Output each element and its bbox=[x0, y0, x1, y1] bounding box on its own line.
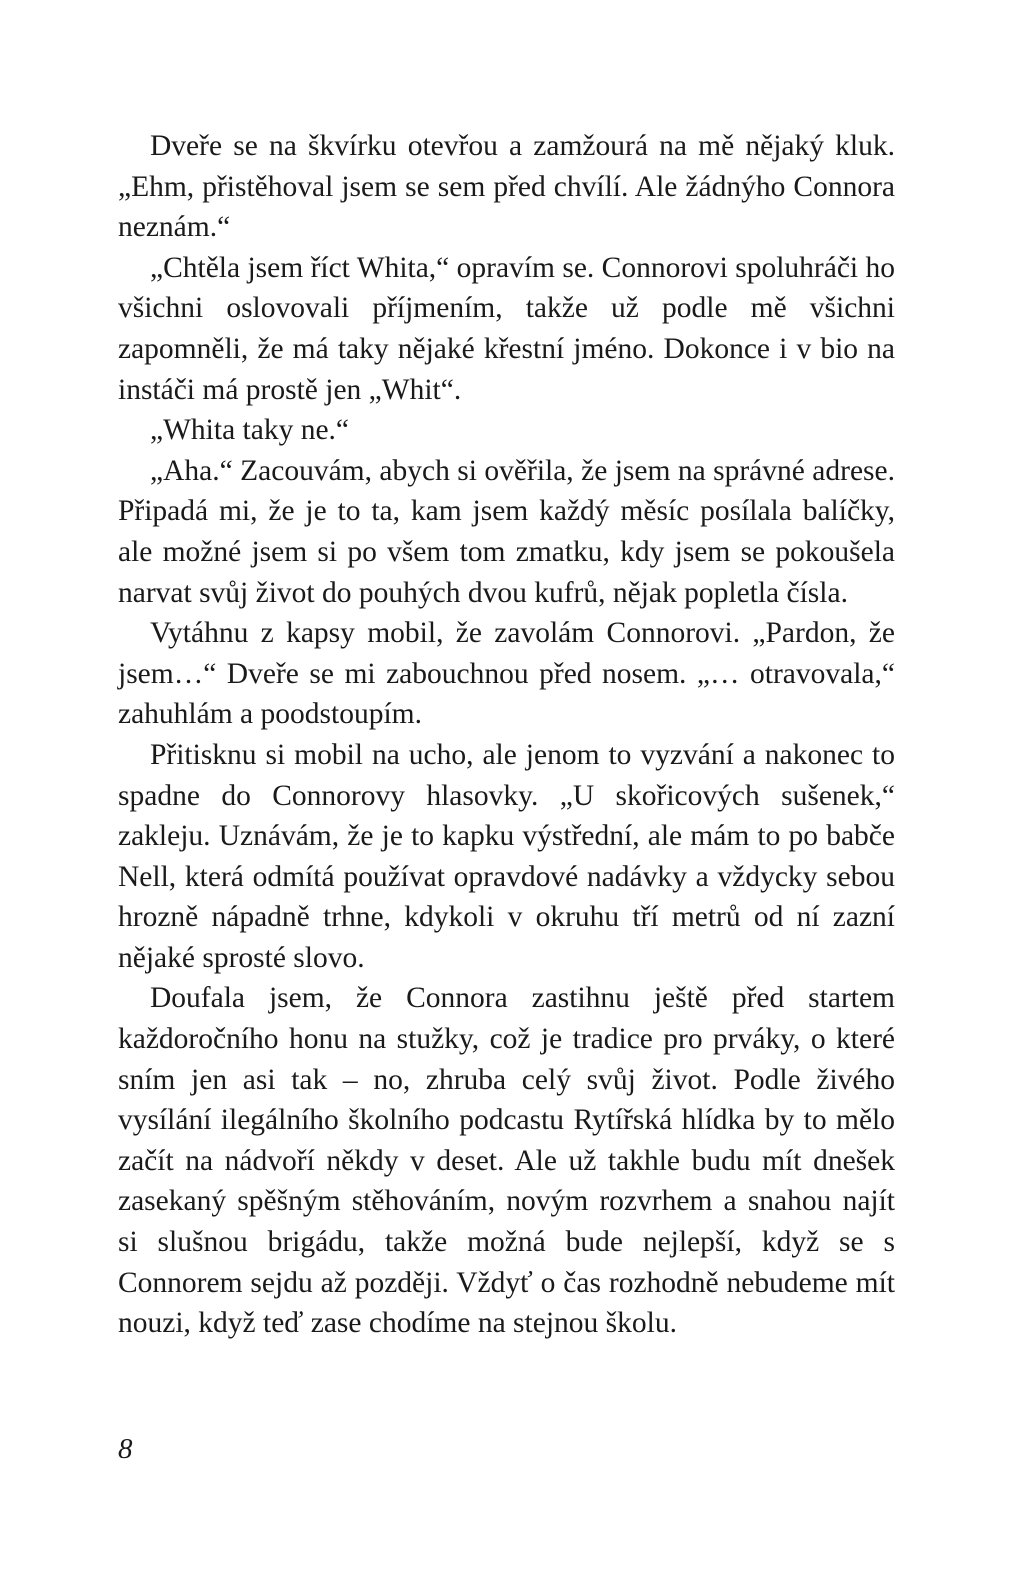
page-number: 8 bbox=[118, 1433, 133, 1465]
paragraph-4: „Aha.“ Zacouvám, abych si ověřila, že jsem na správné adrese. Připadá mi, že je to ta, kam jsem každý měsíc posílala balíčky, ale možné jsem si po všem tom zmatku, kdy jsem se pokoušela narvat svůj život do pouhých dvou kufrů, nějak popletla čísla. bbox=[118, 454, 895, 609]
paragraph-3: „Whita taky ne.“ bbox=[150, 414, 350, 447]
paragraph-2: „Chtěla jsem říct Whita,“ opravím se. Connorovi spoluhráči ho všichni oslovovali příjmením, takže už podle mě všichni zapomněli, že má taky nějaké křestní jméno. Dokonce i v bio na instáči má prostě jen „Whit“. bbox=[118, 251, 895, 406]
body-text bbox=[118, 126, 895, 1344]
paragraph-5: Vytáhnu z kapsy mobil, že zavolám Connorovi. „Pardon, že jsem…“ Dveře se mi zabouchnou před nosem. „… otravovala,“ zahuhlám a poodstoupím. bbox=[118, 617, 895, 731]
paragraph-6: Přitisknu si mobil na ucho, ale jenom to vyzvání a nakonec to spadne do Connorovy hlasovky. „U skořicových sušenek,“ zakleju. Uznávám, že je to kapku výstřední, ale mám to po babče Nell, která odmítá používat opravdové nadávky a vždycky sebou hrozně nápadně trhne, kdykoli v okruhu tří metrů od ní zazní nějaké sprosté slovo. bbox=[118, 738, 895, 974]
paragraph-7: Doufala jsem, že Connora zastihnu ještě před startem každoročního honu na stužky, což je tradice pro prváky, o které sním jen asi tak – no, zhruba celý svůj život. Podle živého vysílání ilegálního školního podcastu Rytířská hlídka by to mělo začít na nádvoří někdy v deset. Ale už takhle budu mít dnešek zasekaný spěšným stěhováním, novým rozvrhem a snahou najít si slušnou brigádu, takže možná bude nejlepší, když se s Connorem sejdu až později. Vždyť o čas rozhodně nebudeme mít nouzi, když teď zase chodíme na stejnou školu. bbox=[118, 982, 895, 1340]
paragraph-1: Dveře se na škvírku otevřou a zamžourá na mě nějaký kluk. „Ehm, přistěhoval jsem se sem před chvílí. Ale žádnýho Connora neznám.“ bbox=[118, 130, 895, 244]
